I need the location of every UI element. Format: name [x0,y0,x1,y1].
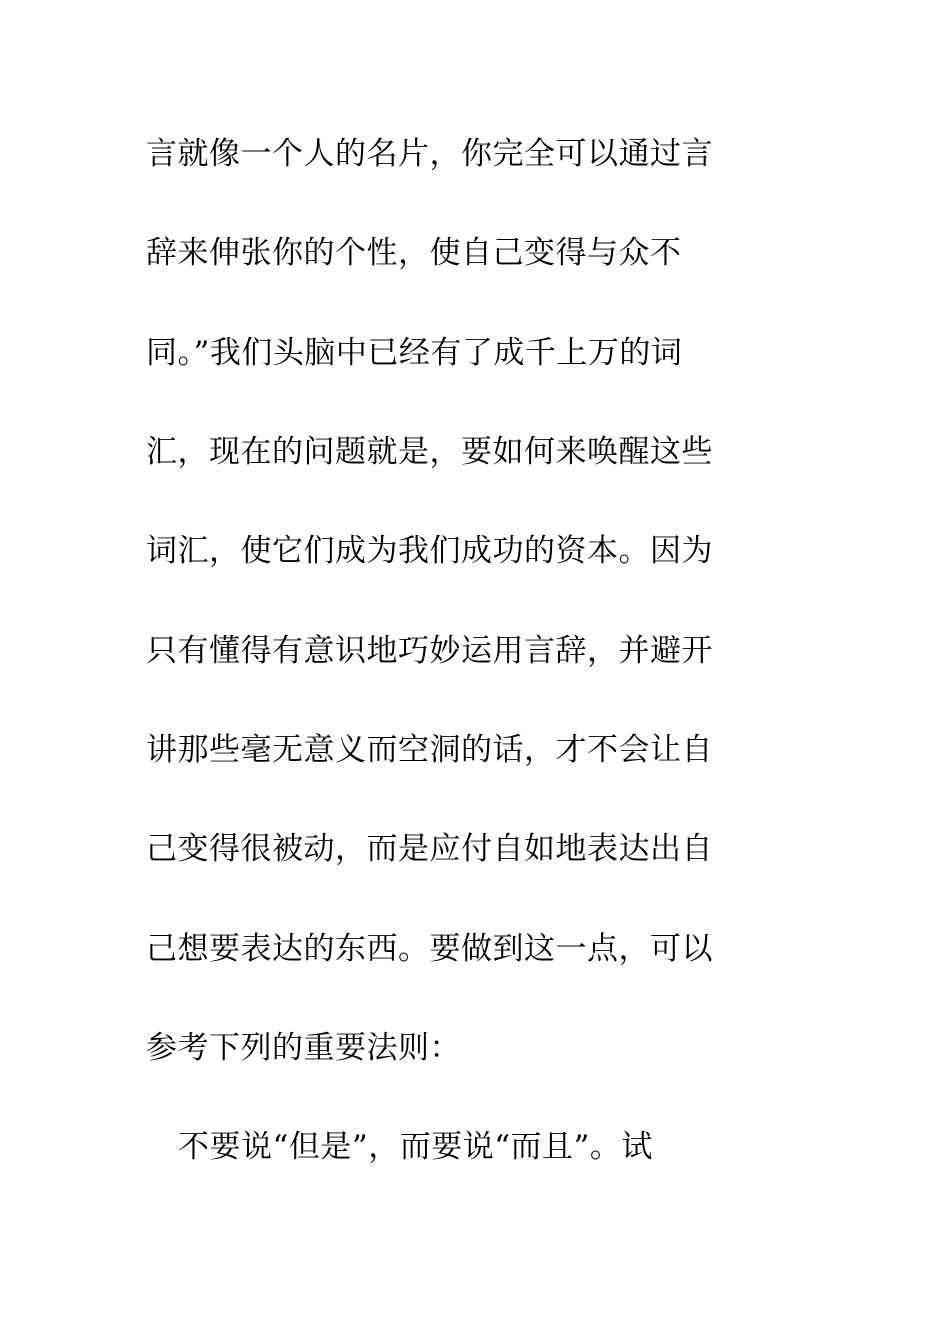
text-line-1: 言就像一个人的名片，你完全可以通过言 [146,136,713,172]
text-line-2: 辞来伸张你的个性，使自己变得与众不 [146,235,682,271]
text-line-9: 己想要表达的东西。要做到这一点，可以 [146,931,713,967]
text-line-3: 同。”我们头脑中已经有了成千上万的词 [146,335,683,371]
text-line-7: 讲那些毫无意义而空洞的话，才不会让自 [146,732,713,768]
text-line-11-indented: 不要说“但是”，而要说“而且”。试 [178,1129,653,1165]
text-line-6: 只有懂得有意识地巧妙运用言辞，并避开 [146,633,713,669]
text-line-8: 己变得很被动，而是应付自如地表达出自 [146,831,713,867]
text-line-10: 参考下列的重要法则： [146,1030,461,1066]
text-line-4: 汇，现在的问题就是，要如何来唤醒这些 [146,434,713,470]
text-line-5: 词汇，使它们成为我们成功的资本。因为 [146,533,713,569]
